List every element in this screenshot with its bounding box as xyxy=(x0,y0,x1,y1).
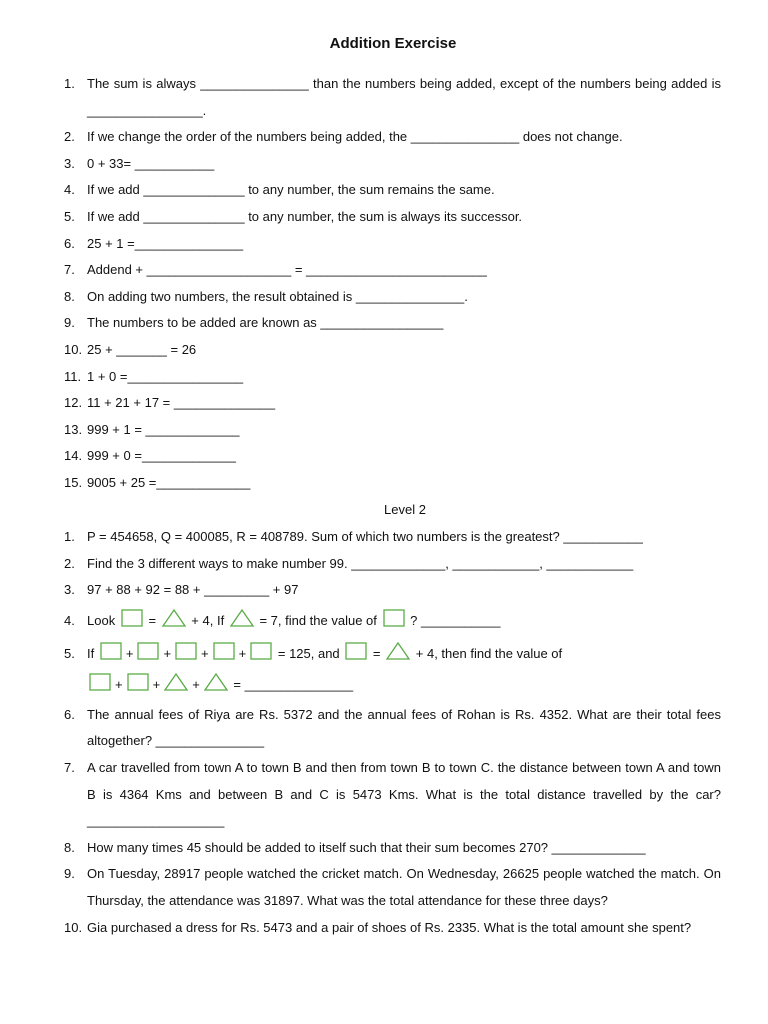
square-icon xyxy=(383,609,405,627)
square-icon xyxy=(137,642,159,660)
list-item: 4. If we add ______________ to any number, the sum remains the same. xyxy=(64,182,495,198)
list-item: 9. On Tuesday, 28917 people watched the cricket match. On Wednesday, 26625 people watched the match. On Thursday, the attendance was 31897. What was the total attendance for these three days? xyxy=(64,866,721,908)
list-item: 5. If we add ______________ to any number, the sum is always its successor. xyxy=(64,208,523,224)
list-item: 6. 25 + 1 =_______________ xyxy=(64,235,244,251)
square-icon xyxy=(89,673,111,691)
list-item: 11. 1 + 0 =________________ xyxy=(64,368,244,384)
square-icon xyxy=(345,642,367,660)
triangle-icon xyxy=(230,609,254,627)
square-icon xyxy=(213,642,235,660)
list-item: 8. On adding two numbers, the result obtained is _______________. xyxy=(64,288,468,304)
square-icon xyxy=(250,642,272,660)
list-item: 8. How many times 45 should be added to itself such that their sum becomes 270? _____________ xyxy=(64,839,646,855)
triangle-icon xyxy=(204,673,228,691)
level1-question-list xyxy=(0,71,768,497)
level2-question-list xyxy=(0,524,768,941)
list-item: 5. If + + + + = 125, and = + 4, then find the value of + + + = _______________ xyxy=(0,638,768,700)
list-item: 9. The numbers to be added are known as _________________ xyxy=(64,315,444,331)
list-item: 2. Find the 3 different ways to make number 99. _____________, ____________, ____________ xyxy=(64,555,634,571)
list-item: 10. 25 + _______ = 26 xyxy=(64,341,197,357)
list-item: 2. If we change the order of the numbers being added, the _______________ does not change. xyxy=(64,129,623,145)
list-item: 3. 97 + 88 + 92 = 88 + _________ + 97 xyxy=(64,582,299,598)
list-item: 13. 999 + 1 = _____________ xyxy=(64,421,240,437)
square-icon xyxy=(175,642,197,660)
triangle-icon xyxy=(164,673,188,691)
triangle-icon xyxy=(162,609,186,627)
list-item: 7. A car travelled from town A to town B and then from town B to town C. the distance between town A and town B is 4364 Kms and between B and C is 5473 Kms. What is the total distance travelled by the car? ___________________ xyxy=(64,759,721,829)
list-item: 1. The sum is always _______________ than the numbers being added, except of the numbers being added is ________________. xyxy=(64,76,721,118)
list-item: 4. Look = + 4, If = 7, find the value of ? ___________ xyxy=(0,604,768,638)
list-item: 3. 0 + 33= ___________ xyxy=(64,155,215,171)
level2-heading: Level 2 xyxy=(384,502,426,517)
triangle-icon xyxy=(386,642,410,660)
list-item: 14. 999 + 0 =_____________ xyxy=(64,448,236,464)
square-icon xyxy=(121,609,143,627)
page-title: Addition Exercise xyxy=(329,35,457,52)
square-icon xyxy=(100,642,122,660)
list-item: 12. 11 + 21 + 17 = ______________ xyxy=(64,395,276,411)
list-item: 6. The annual fees of Riya are Rs. 5372 and the annual fees of Rohan is Rs. 4352. What are their total fees altogether? _______________ xyxy=(64,706,721,749)
square-icon xyxy=(127,673,149,691)
list-item: 10. Gia purchased a dress for Rs. 5473 and a pair of shoes of Rs. 2335. What is the total amount she spent? xyxy=(64,919,692,935)
list-item: 15. 9005 + 25 =_____________ xyxy=(64,474,251,490)
list-item: 7. Addend + ____________________ = _________________________ xyxy=(64,262,487,278)
list-item: 1. P = 454658, Q = 400085, R = 408789. Sum of which two numbers is the greatest? ___________ xyxy=(64,529,643,544)
